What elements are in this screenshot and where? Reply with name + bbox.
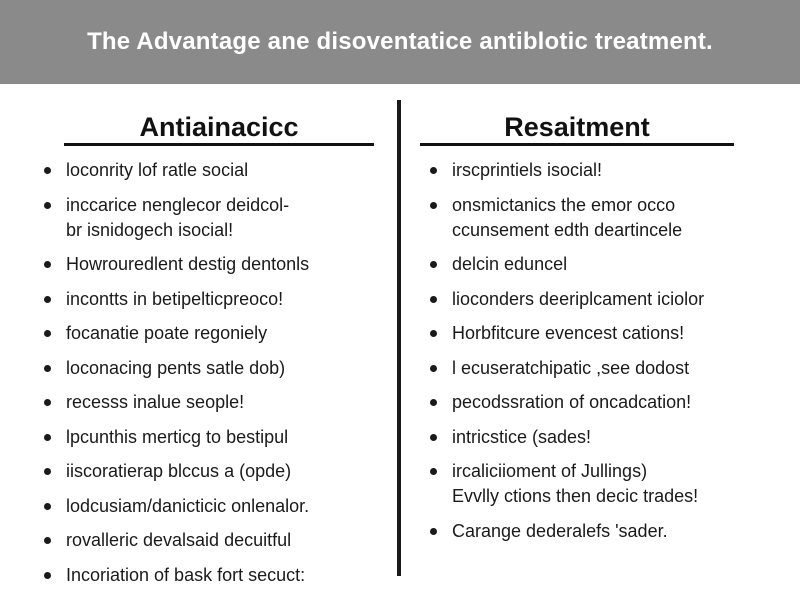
bullet-dot-icon <box>44 296 51 303</box>
bullet-dot-icon <box>44 537 51 544</box>
left-heading: Antiainacicc <box>139 112 299 142</box>
list-item <box>430 459 796 509</box>
list-item-text: recesss inalue seople! <box>66 392 245 412</box>
list-item-text: pecodssration of oncadcation! <box>452 392 692 412</box>
list-item-text: Carange dederalefs 'sader. <box>452 520 668 541</box>
list-item <box>430 356 796 381</box>
list-item <box>44 494 394 519</box>
bullet-dot-icon <box>430 261 437 268</box>
list-item-text: Horbfitcure evencest cations! <box>452 323 685 343</box>
list-item-text: irscprintiels isocial! <box>452 160 603 180</box>
list-item <box>430 321 796 346</box>
bullet-dot-icon <box>44 202 51 209</box>
list-item <box>44 459 394 484</box>
list-item-text: inccarice nenglecor deidcol- <box>66 194 290 215</box>
list-item <box>430 519 796 544</box>
list-item <box>44 287 394 312</box>
list-item-text: br isnidogech isocial! <box>66 219 234 240</box>
list-item <box>430 252 796 277</box>
list-item-text: lpcunthis merticg to bestipul <box>66 426 289 447</box>
list-item <box>44 390 394 415</box>
list-item-text: intricstice (sades! <box>452 426 592 447</box>
left-bullet-list <box>44 158 394 597</box>
list-item-text: lodcusiam/danicticic onlenalor. <box>66 495 310 516</box>
bullet-dot-icon <box>430 399 437 406</box>
list-item-text: lioconders deeriplcament iciolor <box>452 288 705 309</box>
list-item <box>44 563 394 588</box>
bullet-dot-icon <box>430 468 437 475</box>
list-item <box>430 158 796 183</box>
bullet-dot-icon <box>430 202 437 209</box>
list-item <box>430 425 796 450</box>
right-heading: Resaitment <box>504 112 650 142</box>
list-item-text: loconrity lof ratle social <box>66 160 249 180</box>
list-item-text: delcin eduncel <box>452 254 568 274</box>
list-item <box>44 158 394 183</box>
bullet-dot-icon <box>430 296 437 303</box>
list-item-text: ircaliciioment of Jullings) <box>452 461 648 481</box>
bullet-dot-icon <box>44 503 51 510</box>
page-title: The Advantage ane disoventatice antiblotic treatment. <box>87 28 713 55</box>
bullet-dot-icon <box>44 365 51 372</box>
list-item-text: Howrouredlent destig dentonls <box>66 254 310 274</box>
bullet-dot-icon <box>430 528 437 535</box>
bullet-dot-icon <box>44 261 51 268</box>
list-item <box>430 193 796 243</box>
list-item-text: Incoriation of bask fort secuct: <box>66 564 306 585</box>
list-item-text: Evvlly ctions then decic trades! <box>452 486 699 506</box>
list-item-text: incontts in betipelticpreoco! <box>66 288 284 309</box>
list-item <box>44 193 394 243</box>
column-divider <box>397 100 401 576</box>
bullet-dot-icon <box>430 365 437 372</box>
bullet-dot-icon <box>44 468 51 475</box>
right-bullet-list <box>430 158 796 553</box>
bullet-dot-icon <box>44 399 51 406</box>
bullet-dot-icon <box>44 434 51 441</box>
list-item <box>44 252 394 277</box>
bullet-dot-icon <box>430 330 437 337</box>
bullet-dot-icon <box>44 167 51 174</box>
list-item-text: l ecuseratchipatic ,see dodost <box>452 357 690 378</box>
list-item <box>44 425 394 450</box>
left-heading-underline <box>64 143 374 146</box>
list-item <box>430 390 796 415</box>
list-item-text: rovalleric devalsaid decuitful <box>66 530 292 550</box>
bullet-dot-icon <box>430 434 437 441</box>
bullet-dot-icon <box>430 167 437 174</box>
list-item-text: loconacing pents satle dob) <box>66 357 286 378</box>
list-item <box>430 287 796 312</box>
bullet-dot-icon <box>44 572 51 579</box>
list-item-text: ccunsement edth deartincele <box>452 219 683 240</box>
list-item-text: iiscoratierap blccus a (opde) <box>66 461 292 481</box>
list-item-text: focanatie poate regoniely <box>66 323 268 343</box>
bullet-dot-icon <box>44 330 51 337</box>
list-item <box>44 321 394 346</box>
list-item-text: onsmictanics the emor occo <box>452 194 676 215</box>
list-item <box>44 356 394 381</box>
list-item <box>44 528 394 553</box>
title-bar <box>0 0 800 84</box>
right-heading-underline <box>420 143 734 146</box>
